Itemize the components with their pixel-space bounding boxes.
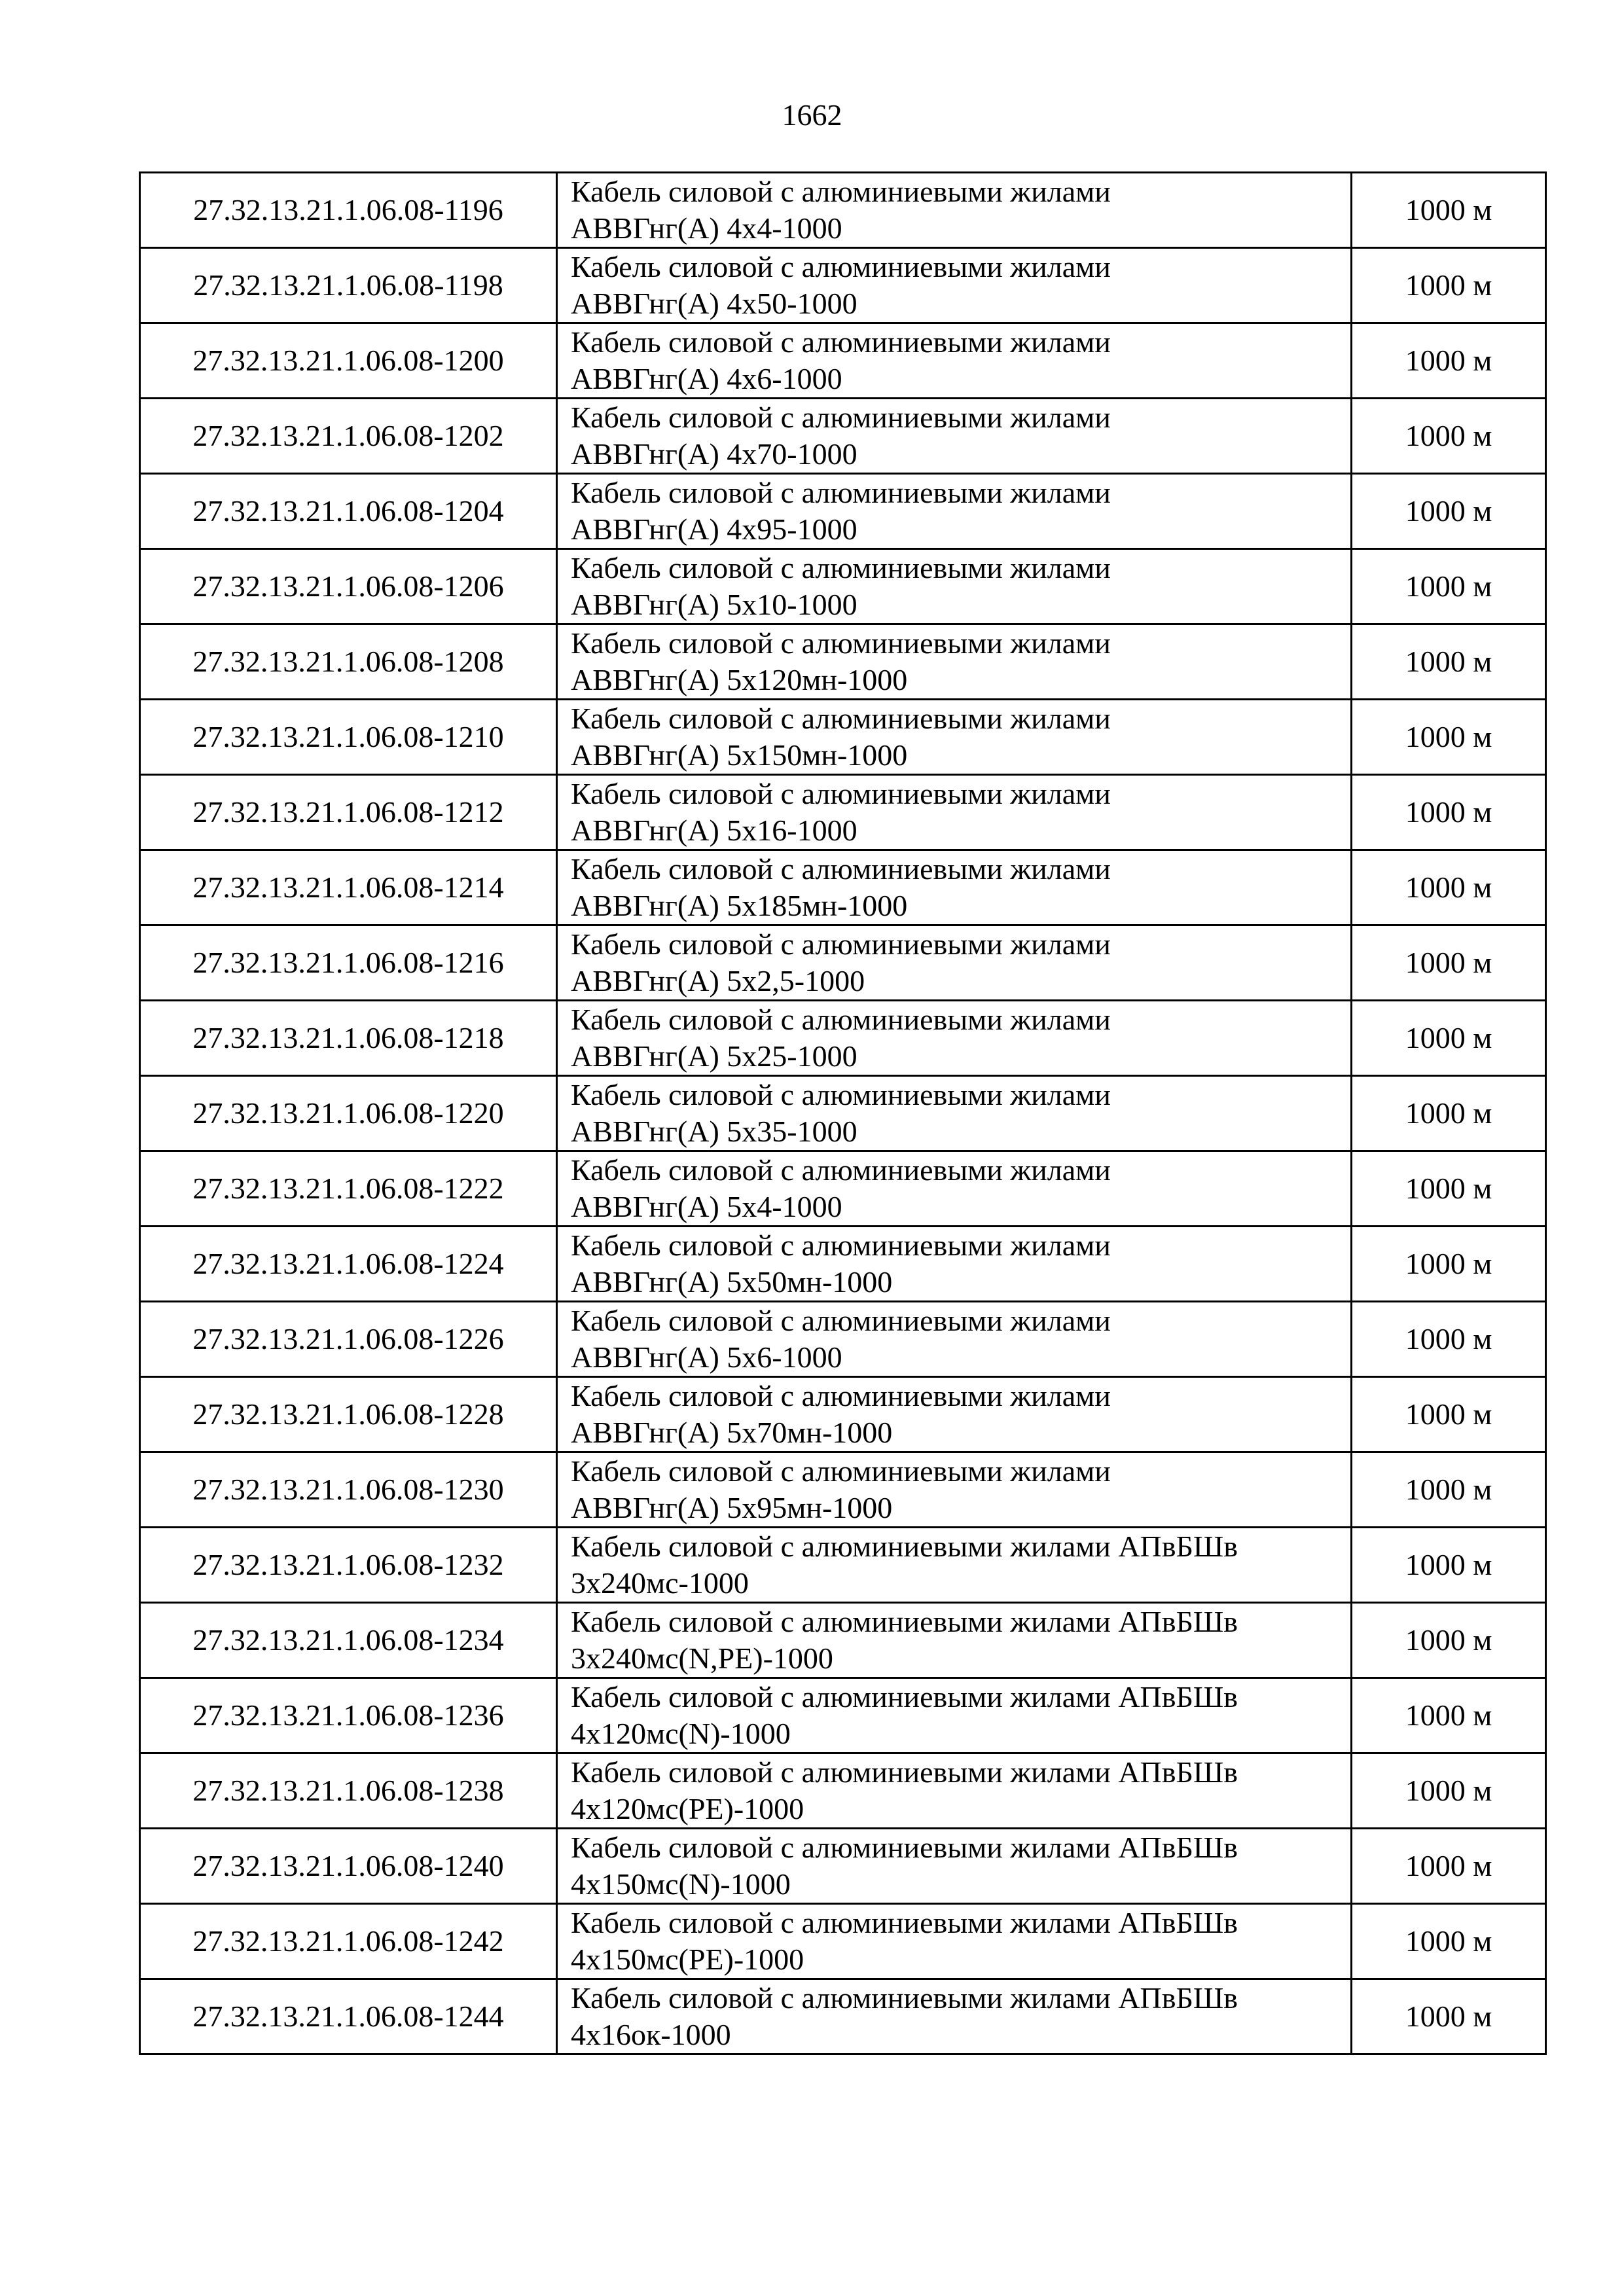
item-name-line-2: АВВГнг(А) 5х50мн-1000 [571, 1265, 893, 1299]
item-code-cell: 27.32.13.21.1.06.08-1216 [140, 925, 557, 1001]
item-name-line-2: АВВГнг(А) 5х150мн-1000 [571, 738, 908, 772]
table-row [140, 1528, 1546, 1603]
item-name-cell [557, 1001, 1352, 1076]
items-table-body [140, 173, 1546, 2054]
item-unit-cell: 1000 м [1352, 399, 1546, 474]
table-row [140, 1302, 1546, 1377]
item-unit-cell: 1000 м [1352, 248, 1546, 323]
item-code-cell: 27.32.13.21.1.06.08-1204 [140, 474, 557, 549]
item-name-cell [557, 1227, 1352, 1302]
item-name-line-1: Кабель силовой с алюминиевыми жилами [571, 1003, 1111, 1036]
item-name-line-2: АВВГнг(А) 5х120мн-1000 [571, 663, 908, 696]
table-row [140, 1753, 1546, 1829]
item-name-line-2: АВВГнг(А) 5х185мн-1000 [571, 889, 908, 922]
item-name-line-1: Кабель силовой с алюминиевыми жилами [571, 250, 1111, 283]
table-row [140, 1001, 1546, 1076]
item-unit-cell: 1000 м [1352, 1528, 1546, 1603]
table-row [140, 1829, 1546, 1904]
item-name-line-2: АВВГнг(А) 4х50-1000 [571, 287, 857, 320]
item-code-cell: 27.32.13.21.1.06.08-1224 [140, 1227, 557, 1302]
items-table [139, 171, 1547, 2055]
item-unit-cell: 1000 м [1352, 1227, 1546, 1302]
item-name-line-1: Кабель силовой с алюминиевыми жилами [571, 325, 1111, 359]
item-code-cell: 27.32.13.21.1.06.08-1226 [140, 1302, 557, 1377]
item-unit-cell: 1000 м [1352, 775, 1546, 850]
table-row [140, 1377, 1546, 1452]
item-name-cell [557, 248, 1352, 323]
item-name-cell [557, 1979, 1352, 2054]
item-unit-cell: 1000 м [1352, 1979, 1546, 2054]
item-unit-cell: 1000 м [1352, 549, 1546, 624]
item-unit-cell: 1000 м [1352, 1151, 1546, 1227]
item-code-cell: 27.32.13.21.1.06.08-1238 [140, 1753, 557, 1829]
table-row [140, 399, 1546, 474]
table-row [140, 549, 1546, 624]
item-name-line-2: АВВГнг(А) 4х95-1000 [571, 512, 857, 546]
item-name-line-1: Кабель силовой с алюминиевыми жилами [571, 476, 1111, 509]
item-code-cell: 27.32.13.21.1.06.08-1220 [140, 1076, 557, 1151]
item-name-line-1: Кабель силовой с алюминиевыми жилами [571, 551, 1111, 584]
item-unit-cell: 1000 м [1352, 1076, 1546, 1151]
item-unit-cell: 1000 м [1352, 1753, 1546, 1829]
item-unit-cell: 1000 м [1352, 1904, 1546, 1979]
item-code-cell: 27.32.13.21.1.06.08-1208 [140, 624, 557, 700]
item-name-line-1: Кабель силовой с алюминиевыми жилами [571, 1454, 1111, 1488]
item-code-cell: 27.32.13.21.1.06.08-1202 [140, 399, 557, 474]
item-unit-cell: 1000 м [1352, 1829, 1546, 1904]
item-unit-cell: 1000 м [1352, 474, 1546, 549]
item-name-line-1: Кабель силовой с алюминиевыми жилами АПвБШв [571, 1530, 1238, 1563]
table-row [140, 173, 1546, 248]
item-name-line-2: АВВГнг(А) 5х16-1000 [571, 814, 857, 847]
item-name-line-1: Кабель силовой с алюминиевыми жилами [571, 175, 1111, 208]
table-row [140, 248, 1546, 323]
item-unit-cell: 1000 м [1352, 323, 1546, 399]
item-name-cell [557, 399, 1352, 474]
table-row [140, 700, 1546, 775]
item-name-line-2: 4х150мс(PE)-1000 [571, 1943, 804, 1976]
item-name-cell [557, 850, 1352, 925]
item-code-cell: 27.32.13.21.1.06.08-1234 [140, 1603, 557, 1678]
item-name-line-2: АВВГнг(А) 5х6-1000 [571, 1340, 842, 1374]
table-row [140, 1678, 1546, 1753]
item-unit-cell: 1000 м [1352, 925, 1546, 1001]
item-unit-cell: 1000 м [1352, 1678, 1546, 1753]
item-code-cell: 27.32.13.21.1.06.08-1240 [140, 1829, 557, 1904]
item-unit-cell: 1000 м [1352, 1302, 1546, 1377]
item-name-line-1: Кабель силовой с алюминиевыми жилами АПвБШв [571, 1605, 1238, 1638]
item-name-cell [557, 1753, 1352, 1829]
item-name-cell [557, 1603, 1352, 1678]
item-code-cell: 27.32.13.21.1.06.08-1200 [140, 323, 557, 399]
item-code-cell: 27.32.13.21.1.06.08-1236 [140, 1678, 557, 1753]
item-code-cell: 27.32.13.21.1.06.08-1214 [140, 850, 557, 925]
item-name-line-2: 4х120мс(N)-1000 [571, 1717, 791, 1750]
item-name-line-1: Кабель силовой с алюминиевыми жилами [571, 1078, 1111, 1111]
item-name-line-1: Кабель силовой с алюминиевыми жилами [571, 1153, 1111, 1187]
item-code-cell: 27.32.13.21.1.06.08-1242 [140, 1904, 557, 1979]
item-name-cell [557, 474, 1352, 549]
item-name-cell [557, 1076, 1352, 1151]
item-name-line-2: АВВГнг(А) 5х4-1000 [571, 1190, 842, 1223]
item-name-cell [557, 1151, 1352, 1227]
item-name-line-1: Кабель силовой с алюминиевыми жилами [571, 1304, 1111, 1337]
table-row [140, 1151, 1546, 1227]
table-row [140, 1979, 1546, 2054]
item-name-cell [557, 549, 1352, 624]
item-code-cell: 27.32.13.21.1.06.08-1212 [140, 775, 557, 850]
item-name-line-2: АВВГнг(А) 5х10-1000 [571, 588, 857, 621]
item-name-line-1: Кабель силовой с алюминиевыми жилами [571, 626, 1111, 660]
item-name-line-2: АВВГнг(А) 4х6-1000 [571, 362, 842, 395]
item-name-line-2: АВВГнг(А) 4х4-1000 [571, 211, 842, 245]
table-row [140, 775, 1546, 850]
item-name-cell [557, 1528, 1352, 1603]
item-name-cell [557, 1452, 1352, 1528]
item-name-cell [557, 700, 1352, 775]
item-name-line-1: Кабель силовой с алюминиевыми жилами АПвБШв [571, 1755, 1238, 1789]
item-unit-cell: 1000 м [1352, 1377, 1546, 1452]
item-name-line-2: АВВГнг(А) 5х35-1000 [571, 1115, 857, 1148]
item-unit-cell: 1000 м [1352, 1603, 1546, 1678]
table-row [140, 1603, 1546, 1678]
item-name-line-1: Кабель силовой с алюминиевыми жилами АПвБШв [571, 1981, 1238, 2015]
item-name-cell [557, 1904, 1352, 1979]
item-name-line-2: 3х240мс(N,PE)-1000 [571, 1641, 833, 1675]
item-code-cell: 27.32.13.21.1.06.08-1222 [140, 1151, 557, 1227]
item-name-line-2: АВВГнг(А) 5х70мн-1000 [571, 1416, 893, 1449]
item-name-cell [557, 1302, 1352, 1377]
item-name-line-1: Кабель силовой с алюминиевыми жилами [571, 777, 1111, 810]
item-name-line-1: Кабель силовой с алюминиевыми жилами [571, 927, 1111, 961]
item-name-line-1: Кабель силовой с алюминиевыми жилами [571, 852, 1111, 886]
item-name-cell [557, 1829, 1352, 1904]
item-name-line-1: Кабель силовой с алюминиевыми жилами АПвБШв [571, 1831, 1238, 1864]
item-unit-cell: 1000 м [1352, 1452, 1546, 1528]
item-code-cell: 27.32.13.21.1.06.08-1218 [140, 1001, 557, 1076]
item-unit-cell: 1000 м [1352, 700, 1546, 775]
item-unit-cell: 1000 м [1352, 624, 1546, 700]
item-unit-cell: 1000 м [1352, 1001, 1546, 1076]
item-code-cell: 27.32.13.21.1.06.08-1206 [140, 549, 557, 624]
item-name-line-2: АВВГнг(А) 5х95мн-1000 [571, 1491, 893, 1524]
item-name-cell [557, 173, 1352, 248]
item-name-line-2: АВВГнг(А) 5х25-1000 [571, 1039, 857, 1073]
item-name-line-2: 4х16ок-1000 [571, 2018, 731, 2051]
table-row [140, 1452, 1546, 1528]
item-name-line-1: Кабель силовой с алюминиевыми жилами АПвБШв [571, 1906, 1238, 1939]
table-row [140, 624, 1546, 700]
item-name-line-2: 4х120мс(PE)-1000 [571, 1792, 804, 1825]
item-code-cell: 27.32.13.21.1.06.08-1230 [140, 1452, 557, 1528]
item-name-cell [557, 624, 1352, 700]
item-code-cell: 27.32.13.21.1.06.08-1196 [140, 173, 557, 248]
item-name-line-1: Кабель силовой с алюминиевыми жилами АПвБШв [571, 1680, 1238, 1713]
item-name-line-2: АВВГнг(А) 4х70-1000 [571, 437, 857, 471]
item-name-line-1: Кабель силовой с алюминиевыми жилами [571, 1379, 1111, 1412]
table-row [140, 474, 1546, 549]
item-name-cell [557, 1377, 1352, 1452]
item-name-line-1: Кабель силовой с алюминиевыми жилами [571, 1229, 1111, 1262]
table-row [140, 925, 1546, 1001]
item-code-cell: 27.32.13.21.1.06.08-1228 [140, 1377, 557, 1452]
table-row [140, 1904, 1546, 1979]
item-code-cell: 27.32.13.21.1.06.08-1244 [140, 1979, 557, 2054]
item-unit-cell: 1000 м [1352, 173, 1546, 248]
item-code-cell: 27.32.13.21.1.06.08-1198 [140, 248, 557, 323]
item-name-line-2: 4х150мс(N)-1000 [571, 1867, 791, 1901]
table-row [140, 1076, 1546, 1151]
item-name-cell [557, 1678, 1352, 1753]
table-row [140, 323, 1546, 399]
item-name-line-1: Кабель силовой с алюминиевыми жилами [571, 702, 1111, 735]
item-name-line-1: Кабель силовой с алюминиевыми жилами [571, 401, 1111, 434]
item-name-line-2: 3х240мс-1000 [571, 1566, 749, 1600]
table-row [140, 850, 1546, 925]
item-name-line-2: АВВГнг(А) 5х2,5-1000 [571, 964, 865, 997]
item-name-cell [557, 323, 1352, 399]
item-code-cell: 27.32.13.21.1.06.08-1232 [140, 1528, 557, 1603]
table-row [140, 1227, 1546, 1302]
item-unit-cell: 1000 м [1352, 850, 1546, 925]
item-name-cell [557, 775, 1352, 850]
item-name-cell [557, 925, 1352, 1001]
page-number: 1662 [782, 98, 842, 132]
item-code-cell: 27.32.13.21.1.06.08-1210 [140, 700, 557, 775]
